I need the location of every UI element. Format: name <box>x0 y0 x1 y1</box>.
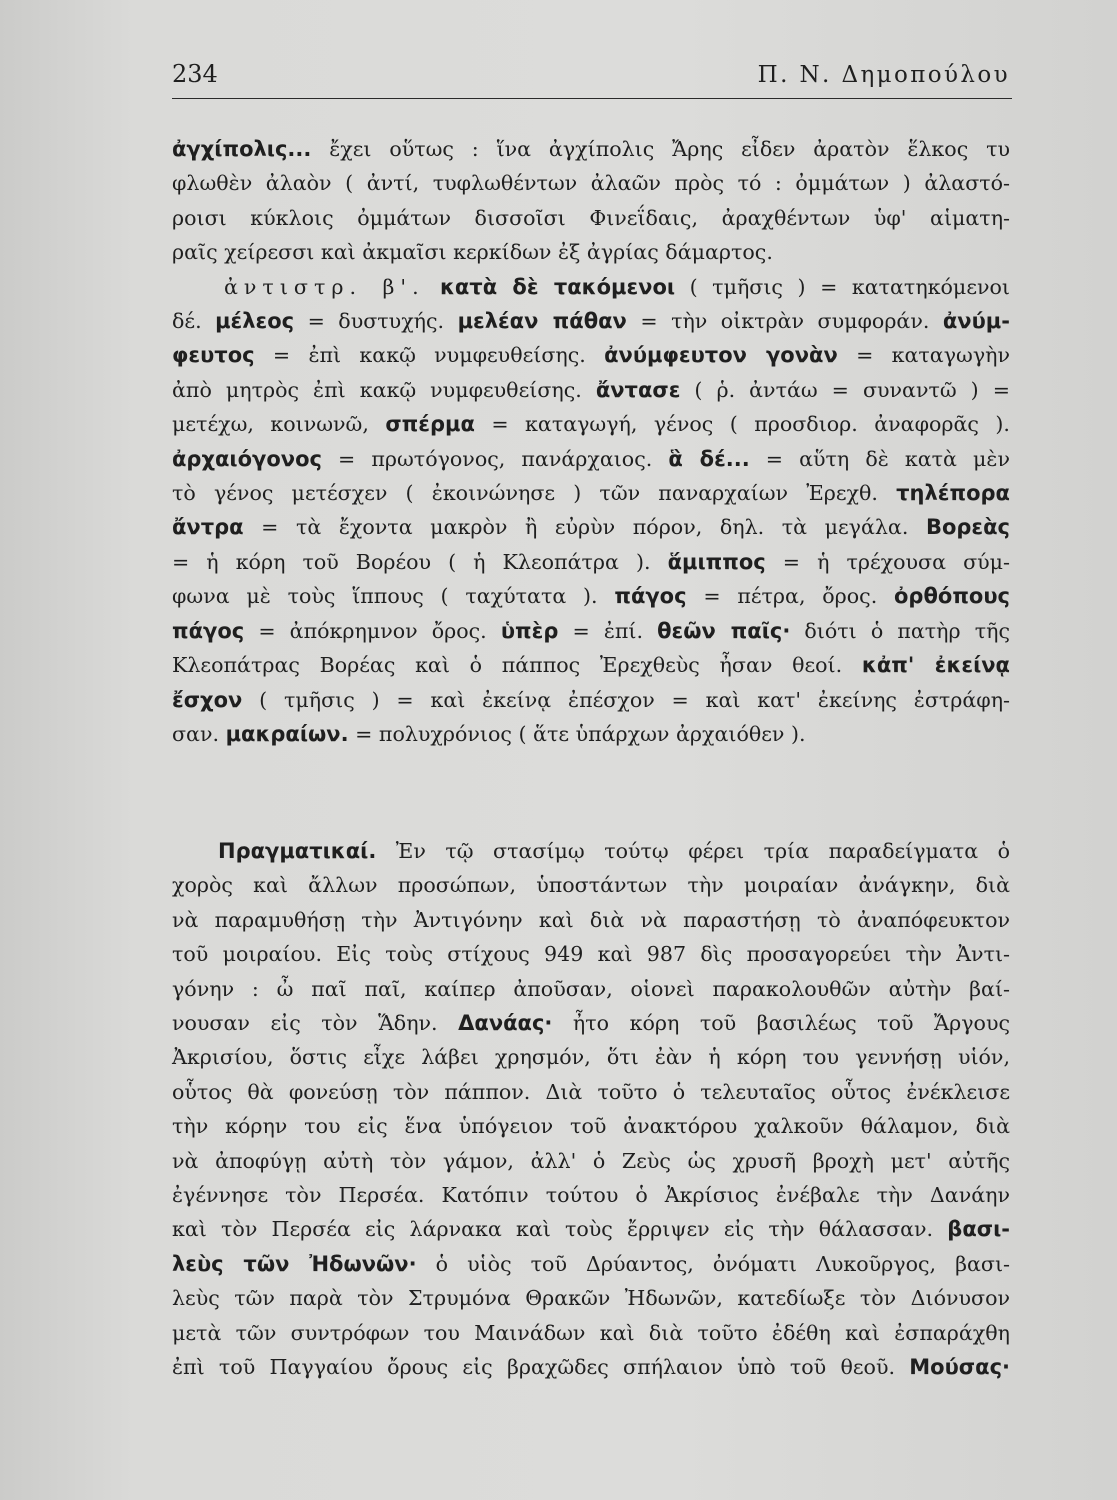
text-line: φωνα μὲ τοὺς ἵππους ( ταχύτατα ). πάγος = πέτρα, ὄρος. ὀρθόπους <box>172 584 1010 609</box>
lemma: τηλέπορα <box>896 481 1010 506</box>
text-line: φευτος = ἐπὶ κακῷ νυμφευθείσης. ἀνύμφευτον γονὰν = καταγωγὴν <box>172 343 1010 368</box>
lemma: Βορεὰς <box>925 515 1010 540</box>
lemma: ἄντασε <box>595 377 681 402</box>
lemma: Μούσας· <box>909 1355 1010 1380</box>
text-line: πάγος = ἀπόκρημνον ὄρος. ὑπὲρ = ἐπί. θεῶν παῖς· διότι ὁ πατὴρ τῆς <box>172 618 1010 643</box>
lemma: ἔσχον <box>172 687 243 712</box>
lemma: μακραίων. <box>225 721 349 746</box>
lemma: ἀνύμ- <box>942 309 1010 334</box>
section-heading: Πραγματικαί. <box>218 839 377 863</box>
page-number: 234 <box>172 60 218 88</box>
text-line: μετέχω, κοινωνῶ, σπέρμα = καταγωγή, γένος ( προσδιορ. ἀναφορᾶς ). <box>172 412 1010 437</box>
lemma: ἄντρα <box>172 515 244 540</box>
lemma: ἀνύμφευτον γονὰν <box>604 343 838 368</box>
lemma: ἀρχαιόγονος <box>172 446 322 471</box>
text-line: ἀπὸ μητρὸς ἐπὶ κακῷ νυμφευθείσης. ἄντασε ( ῥ. ἀντάω = συναντῶ ) = <box>172 377 1010 402</box>
text-line: οὗτος θὰ φονεύσῃ τὸν πάππον. Διὰ τοῦτο ὁ τελευταῖος οὗτος ἐνέκλεισε <box>172 1079 1010 1104</box>
lemma: μελέαν πάθαν <box>457 309 627 334</box>
lemma: ἃ δέ... <box>668 446 750 471</box>
lemma: πάγος <box>614 584 687 609</box>
text-line: δέ. μέλεος = δυστυχής. μελέαν πάθαν = τὴν οἰκτρὰν συμφοράν. ἀνύμ- <box>172 309 1010 334</box>
text-line: χορὸς καὶ ἄλλων προσώπων, ὑποστάντων τὴν μοιραίαν ἀνάγκην, διὰ <box>172 873 1010 898</box>
lemma: ὀρθόπους <box>894 584 1010 609</box>
text-line: = ἡ κόρη τοῦ Βορέου ( ἡ Κλεοπάτρα ). ἅμιππος = ἡ τρέχουσα σύμ- <box>172 549 1010 574</box>
text-line: τὴν κόρην του εἰς ἕνα ὑπόγειον τοῦ ἀνακτόρου χαλκοῦν θάλαμον, διὰ <box>172 1114 1010 1139</box>
text-line: ραῖς χείρεσσι καὶ ἀκμαῖσι κερκίδων ἐξ ἀγρίας δάμαρτος. <box>172 240 773 265</box>
text-line: νουσαν εἰς τὸν Ἅδην. Δανάας· ἦτο κόρη τοῦ βασιλέως τοῦ Ἄργους <box>172 1011 1010 1036</box>
page-header <box>172 58 1012 99</box>
lemma: πάγος <box>172 618 245 643</box>
lemma: βασι- <box>947 1217 1010 1242</box>
text-line: σαν. μακραίων. = πολυχρόνιος ( ἅτε ὑπάρχων ἀρχαιόθεν ). <box>172 721 806 746</box>
text-line: ἄντρα = τὰ ἔχοντα μακρὸν ἢ εὐρὺν πόρον, δηλ. τὰ μεγάλα. Βορεὰς <box>172 515 1010 540</box>
text-line: τοῦ μοιραίου. Εἰς τοὺς στίχους 949 καὶ 987 δὶς προσαγορεύει τὴν Ἀντι- <box>172 942 1010 967</box>
commentary-section <box>172 132 1010 751</box>
text-line: φλωθὲν ἀλαὸν ( ἀντί, τυφλωθέντων ἀλαῶν πρὸς τό : ὀμμάτων ) ἀλαστό- <box>172 171 1010 196</box>
lemma: ὑπὲρ <box>500 618 559 643</box>
text-line: Κλεοπάτρας Βορέας καὶ ὁ πάππος Ἐρεχθεὺς ἦσαν θεοί. κἀπ' ἐκείνᾳ <box>172 653 1010 678</box>
text-line: ροισι κύκλοις ὀμμάτων δισσοῖσι Φινεΐδαις, ἀραχθέντων ὑφ' αἱματη- <box>172 205 1010 230</box>
antistrophe-label: ἀντιστρ. β'. <box>224 274 425 299</box>
text-line: ἐγέννησε τὸν Περσέα. Κατόπιν τούτου ὁ Ἀκρίσιος ἐνέβαλε τὴν Δανάην <box>172 1183 1010 1208</box>
running-head: Π. Ν. Δημοπούλου <box>757 62 1010 88</box>
text-line: ἀντιστρ. β'. κατὰ δὲ τακόμενοι ( τμῆσις ) = κατατηκόμενοι <box>224 274 1010 299</box>
lemma: θεῶν παῖς· <box>657 618 791 643</box>
pragmatika-section <box>172 834 1010 1385</box>
lemma: ἅμιππος <box>667 549 766 574</box>
text-line: τὸ γένος μετέσχεν ( ἐκοινώνησε ) τῶν παναρχαίων Ἐρεχθ. τηλέπορα <box>172 481 1010 506</box>
lemma: μέλεος <box>215 309 295 334</box>
lemma: λεὺς τῶν Ἠδωνῶν· <box>172 1251 417 1276</box>
text-line: λεὺς τῶν παρὰ τὸν Στρυμόνα Θρακῶν Ἠδωνῶν, κατεδίωξε τὸν Διόνυσον <box>172 1286 1010 1311</box>
text-line: γόνην : ὦ παῖ παῖ, καίπερ ἀποῦσαν, οἱονεὶ παρακολουθῶν αὐτὴν βαί- <box>172 976 1010 1001</box>
text-line: ἔσχον ( τμῆσις ) = καὶ ἐκείνᾳ ἐπέσχον = καὶ κατ' ἐκείνης ἐστράφη- <box>172 687 1010 712</box>
lemma: κἀπ' ἐκείνᾳ <box>861 653 1010 678</box>
text-line: λεὺς τῶν Ἠδωνῶν· ὁ υἱὸς τοῦ Δρύαντος, ὀνόματι Λυκοῦργος, βασι- <box>172 1251 1011 1276</box>
text-line: Ἀκρισίου, ὅστις εἶχε λάβει χρησμόν, ὅτι ἐὰν ἡ κόρη του γεννήσῃ υἱόν, <box>172 1045 1010 1070</box>
text-line: καὶ τὸν Περσέα εἰς λάρνακα καὶ τοὺς ἔρριψεν εἰς τὴν θάλασσαν. βασι- <box>172 1217 1010 1242</box>
lemma: Δανάας· <box>458 1011 553 1036</box>
text-line: ἀγχίπολις... ἔχει οὕτως : ἵνα ἀγχίπολις Ἄρης εἶδεν ἀρατὸν ἕλκος τυ <box>172 137 1010 161</box>
text-line: ἀρχαιόγονος = πρωτόγονος, πανάρχαιος. ἃ δέ... = αὕτη δὲ κατὰ μὲν <box>172 446 1010 471</box>
lemma: κατὰ δὲ τακόμενοι <box>424 274 676 299</box>
text-line: νὰ παραμυθήσῃ τὴν Ἀντιγόνην καὶ διὰ νὰ παραστήσῃ τὸ ἀναπόφευκτον <box>172 907 1010 932</box>
lemma: σπέρμα <box>385 412 475 437</box>
text-line: ἐπὶ τοῦ Παγγαίου ὄρους εἰς βραχῶδες σπήλαιον ὑπὸ τοῦ θεοῦ. Μούσας· <box>172 1355 1010 1380</box>
text-line: νὰ ἀποφύγῃ αὐτὴ τὸν γάμον, ἀλλ' ὁ Ζεὺς ὡς χρυσῆ βροχὴ μετ' αὐτῆς <box>172 1148 1010 1173</box>
lemma: φευτος <box>172 343 255 368</box>
lemma: ἀγχίπολις... <box>172 137 312 161</box>
text-line: μετὰ τῶν συντρόφων του Μαινάδων καὶ διὰ τοῦτο ἐδέθη καὶ ἐσπαράχθη <box>172 1320 1010 1345</box>
text-line: Πραγματικαί. Ἐν τῷ στασίμῳ τούτῳ φέρει τρία παραδείγματα ὁ <box>218 839 1010 863</box>
